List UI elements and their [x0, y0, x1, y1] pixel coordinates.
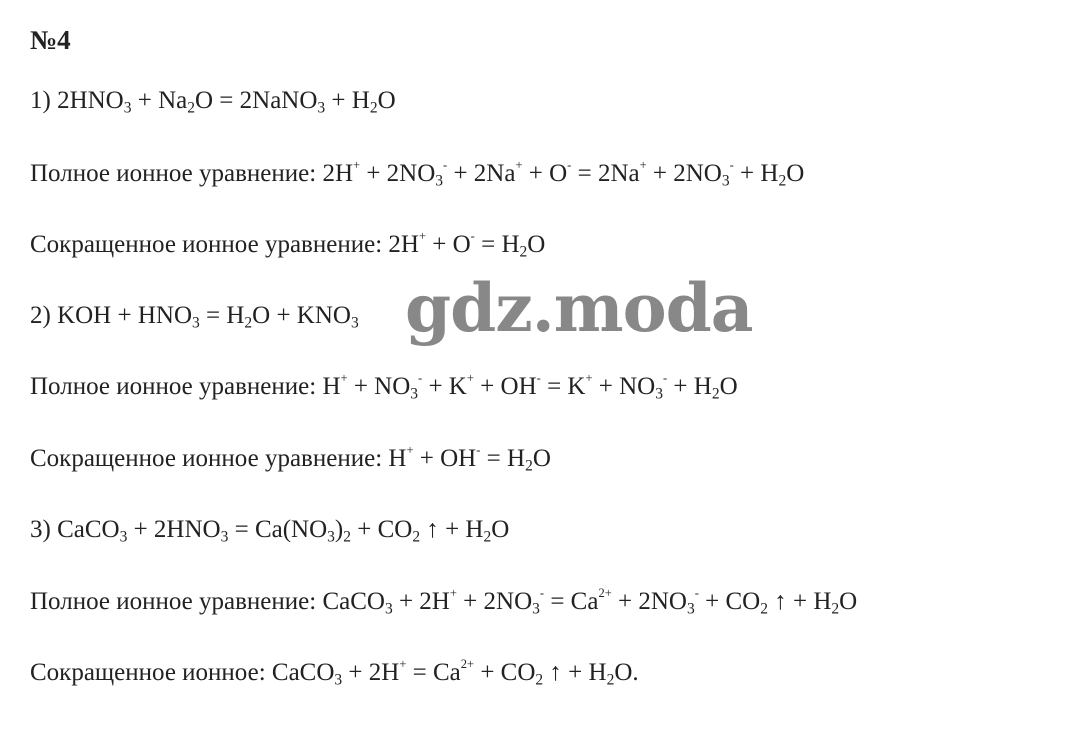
equation-2-full-ionic: [30, 369, 738, 405]
equation-text: Сокращенное ионное: CaCO: [30, 659, 335, 686]
superscript: 2+: [598, 586, 612, 601]
superscript: +: [449, 586, 457, 601]
subscript: 3: [119, 528, 128, 546]
equation-text: + 2NO: [456, 588, 533, 615]
equation-text: O.: [614, 659, 639, 686]
subscript: 2: [831, 600, 840, 618]
equation-text: + 2H: [392, 588, 450, 615]
superscript: -: [729, 158, 734, 173]
superscript: +: [340, 371, 348, 386]
equation-text: + H: [733, 160, 779, 187]
subscript: 3: [435, 172, 444, 190]
subscript: 3: [192, 314, 200, 332]
equation-2: [30, 298, 359, 334]
equation-text: 2) KOH + HNO: [30, 302, 192, 329]
equation-text: + NO: [592, 373, 656, 400]
equation-text: + 2NO: [646, 160, 722, 187]
equation-3-short-ionic: [30, 655, 639, 691]
superscript: +: [466, 371, 474, 386]
equation-text: = H: [199, 302, 245, 329]
superscript: +: [406, 443, 414, 458]
subscript: 2: [778, 172, 787, 190]
subscript: 3: [327, 528, 335, 546]
equation-text: Полное ионное уравнение: CaCO: [30, 588, 385, 615]
superscript: -: [694, 586, 699, 601]
superscript: +: [639, 158, 647, 173]
subscript: 2: [535, 671, 544, 689]
superscript: -: [663, 371, 668, 386]
superscript: +: [515, 158, 523, 173]
equation-3-full-ionic: [30, 584, 857, 620]
equation-1-full-ionic: [30, 156, 804, 192]
equation-text: + Na: [131, 87, 188, 114]
equation-text: = H: [480, 445, 526, 472]
subscript: 2: [525, 457, 533, 475]
equation-text: = H: [474, 231, 520, 258]
equation-text: + OH: [473, 373, 537, 400]
subscript: 2: [187, 99, 195, 117]
equation-text: + O: [426, 231, 471, 258]
subscript: 3: [532, 600, 540, 618]
subscript: 3: [686, 600, 695, 618]
equation-text: + H: [325, 87, 370, 114]
equation-text: = 2Na: [571, 160, 640, 187]
equation-text: + O: [522, 160, 568, 187]
equation-text: + K: [422, 373, 467, 400]
equation-text: O: [839, 588, 858, 615]
equation-text: = K: [540, 373, 586, 400]
superscript: +: [399, 657, 407, 672]
equation-text: O + KNO: [252, 302, 351, 329]
equation-text: Сокращенное ионное уравнение: 2H: [30, 231, 419, 258]
equation-text: Полное ионное уравнение: 2H: [30, 160, 353, 187]
subscript: 3: [721, 172, 730, 190]
equation-1-short-ionic: [30, 227, 545, 263]
equation-text: O: [532, 445, 551, 472]
subscript: 2: [519, 243, 528, 261]
subscript: 3: [123, 99, 132, 117]
equation-text: + 2NO: [611, 588, 687, 615]
equation-text: + NO: [347, 373, 411, 400]
subscript: 3: [384, 600, 393, 618]
equation-3: [30, 512, 509, 548]
equation-text: 1) 2HNO: [30, 87, 124, 114]
subscript: 3: [350, 314, 359, 332]
equation-text: + CO: [350, 516, 413, 543]
superscript: -: [443, 158, 448, 173]
equation-text: + 2NO: [360, 160, 436, 187]
superscript: -: [418, 371, 423, 386]
subscript: 2: [244, 314, 253, 332]
subscript: 3: [655, 385, 663, 403]
equation-text: 3) CaCO: [30, 516, 120, 543]
equation-text: + 2Na: [447, 160, 516, 187]
subscript: 3: [410, 385, 419, 403]
equation-text: ↑ + H: [767, 588, 832, 615]
equation-text: ): [334, 516, 344, 543]
equation-text: + 2H: [342, 659, 400, 686]
equation-text: Полное ионное уравнение: H: [30, 373, 341, 400]
subscript: 2: [760, 600, 768, 618]
equation-text: O: [377, 87, 396, 114]
superscript: -: [536, 371, 541, 386]
subscript: 3: [334, 671, 343, 689]
subscript: 2: [606, 671, 615, 689]
equation-text: O: [719, 373, 738, 400]
subscript: 2: [711, 385, 720, 403]
superscript: -: [567, 158, 572, 173]
equation-text: ↑ + H: [420, 516, 484, 543]
equation-text: O: [491, 516, 510, 543]
superscript: -: [470, 229, 475, 244]
equation-text: O: [786, 160, 805, 187]
equation-text: + OH: [413, 445, 477, 472]
superscript: +: [585, 371, 593, 386]
watermark-logo: gdz.moda: [405, 269, 753, 347]
equation-text: + CO: [698, 588, 761, 615]
subscript: 2: [412, 528, 421, 546]
equation-text: O: [527, 231, 546, 258]
superscript: 2+: [460, 657, 475, 672]
task-number: №4: [30, 25, 71, 55]
equation-text: Сокращенное ионное уравнение: H: [30, 445, 407, 472]
superscript: +: [353, 158, 361, 173]
superscript: +: [418, 229, 427, 244]
subscript: 2: [483, 528, 492, 546]
superscript: -: [476, 443, 481, 458]
equation-text: = Ca(NO: [228, 516, 328, 543]
equation-2-short-ionic: [30, 441, 551, 477]
equation-text: + H: [667, 373, 712, 400]
equation-text: + 2HNO: [127, 516, 221, 543]
subscript: 2: [343, 528, 351, 546]
equation-text: = Ca: [544, 588, 599, 615]
subscript: 2: [369, 99, 378, 117]
equation-1: [30, 83, 396, 119]
subscript: 3: [317, 99, 326, 117]
equation-text: + CO: [474, 659, 536, 686]
equation-text: = Ca: [406, 659, 461, 686]
equation-text: ↑ + H: [543, 659, 607, 686]
subscript: 3: [220, 528, 229, 546]
superscript: -: [539, 586, 545, 601]
equation-text: O = 2NaNO: [195, 87, 318, 114]
